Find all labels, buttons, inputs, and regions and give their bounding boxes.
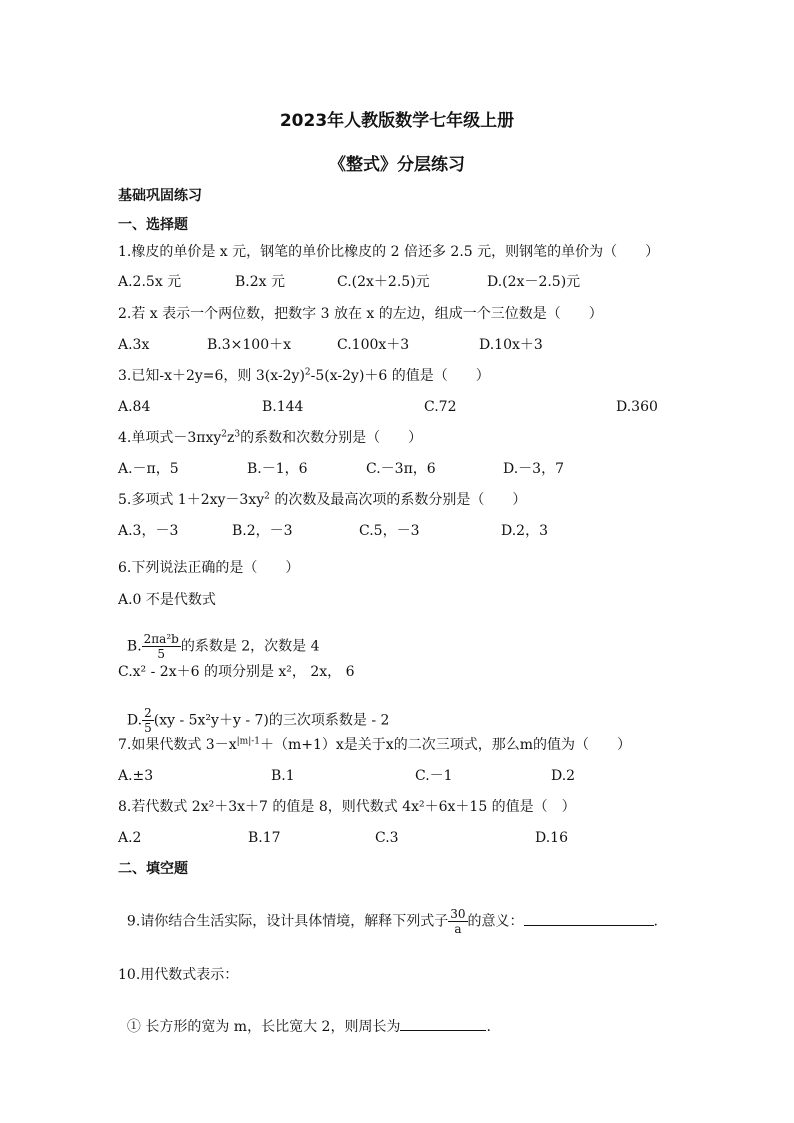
q7-option-d: D.2 (551, 768, 576, 784)
q4-option-b: B.－1，6 (247, 461, 308, 477)
q3-stem: 3.已知-x＋2y=6，则 $3(x-2y)^2-5(x-2y)+6$ 的值是（ ） (118, 367, 490, 384)
q10-answer-blank[interactable] (400, 1016, 486, 1031)
q9-stem: 9.请你结合生活实际，设计具体情境，解释下列式子 $\frac{30}{a}$ 的意义： . (126, 907, 658, 936)
q10-item-1: ① 长方形的宽为 m，长比宽大 2，则周长为 . (118, 998, 491, 1036)
q2-option-a: A.3x (118, 337, 150, 353)
q3-option-a: A.84 (118, 399, 151, 415)
q4-stem: 4.单项式$-3\pi xy^2z^3$的系数和次数分别是（ ） (118, 429, 423, 446)
q3-option-d: D.360 (616, 399, 658, 415)
q3-option-b: B.144 (262, 399, 304, 415)
q5-option-a: A.3，－3 (118, 523, 179, 539)
q6-stem: 6.下列说法正确的是（ ） (118, 560, 300, 576)
q2-option-b: B.3×100＋x (207, 337, 291, 353)
q6-option-b-fraction: $\frac{\text{2πa²b}}{5}$ (143, 632, 179, 661)
q5-option-c: C.5，－3 (359, 523, 420, 539)
q4-option-c: C.－3π，6 (366, 461, 436, 477)
q7-option-a: A.±3 (118, 768, 154, 784)
q5-option-d: D.2，3 (501, 523, 548, 539)
section-fill: 二、填空题 (118, 861, 188, 877)
q10-stem: 10.用代数式表示： (118, 967, 239, 983)
q6-option-b: B. $\frac{\text{2πa²b}}{5}$ 的系数是 2，次数是 4 (126, 632, 320, 661)
q1-option-c: C.(2x＋2.5)元 (337, 274, 430, 290)
q7-option-b: B.1 (271, 768, 295, 784)
q1-option-a: A.2.5x 元 (118, 274, 182, 290)
q8-option-c: C.3 (375, 830, 399, 846)
q1-stem: 1.橡皮的单价是 x 元，钢笔的单价比橡皮的 2 倍还多 2.5 元，则钢笔的单价为（ ） (118, 244, 660, 260)
q9-answer-blank[interactable] (524, 911, 654, 926)
q1-option-b: B.2x 元 (235, 274, 285, 290)
q1-option-d: D.(2x－2.5)元 (487, 274, 581, 290)
q8-option-d: D.16 (535, 830, 568, 846)
page-subtitle: 《整式》分层练习 (329, 155, 465, 175)
section-basic: 基础巩固练习 (118, 188, 202, 204)
section-choice: 一、选择题 (118, 217, 188, 233)
q6-option-d-fraction: $\frac{2}{5}$ (144, 706, 152, 735)
q5-option-b: B.2，－3 (232, 523, 293, 539)
q3-option-c: C.72 (424, 399, 457, 415)
q2-option-c: C.100x＋3 (337, 337, 410, 353)
q7-stem: 7.如果代数式 $3-x^{|m|-1}+(m+1)x$是关于x的二次三项式，那么m的值为（ ） (118, 736, 631, 753)
q2-option-d: D.10x＋3 (479, 337, 543, 353)
page-title: 2023年人教版数学七年级上册 (279, 111, 515, 131)
q7-option-c: C.－1 (415, 768, 453, 784)
q6-option-d: D. $\frac{2}{5}$ (xy - 5x²y＋y - 7)的三次项系数是 - 2 (126, 706, 390, 735)
q4-option-a: A.－π，5 (118, 461, 179, 477)
q8-stem: 8.若代数式 2x²＋3x＋7 的值是 8，则代数式 4x²＋6x＋15 的值是（ ） (118, 799, 576, 815)
q2-stem: 2.若 x 表示一个两位数，把数字 3 放在 x 的左边，组成一个三位数是（ ） (118, 306, 603, 322)
q6-option-a: A.0 不是代数式 (118, 592, 216, 608)
q5-stem: 5.多项式 $1+2xy-3xy^2$ 的次数及最高次项的系数分别是（ ） (118, 491, 527, 508)
q8-option-a: A.2 (118, 830, 142, 846)
q9-fraction: $\frac{30}{a}$ (450, 907, 466, 936)
q4-option-d: D.－3，7 (503, 461, 564, 477)
q8-option-b: B.17 (248, 830, 281, 846)
q6-option-c: C.x² - 2x＋6 的项分别是 x²， 2x， 6 (118, 664, 355, 680)
